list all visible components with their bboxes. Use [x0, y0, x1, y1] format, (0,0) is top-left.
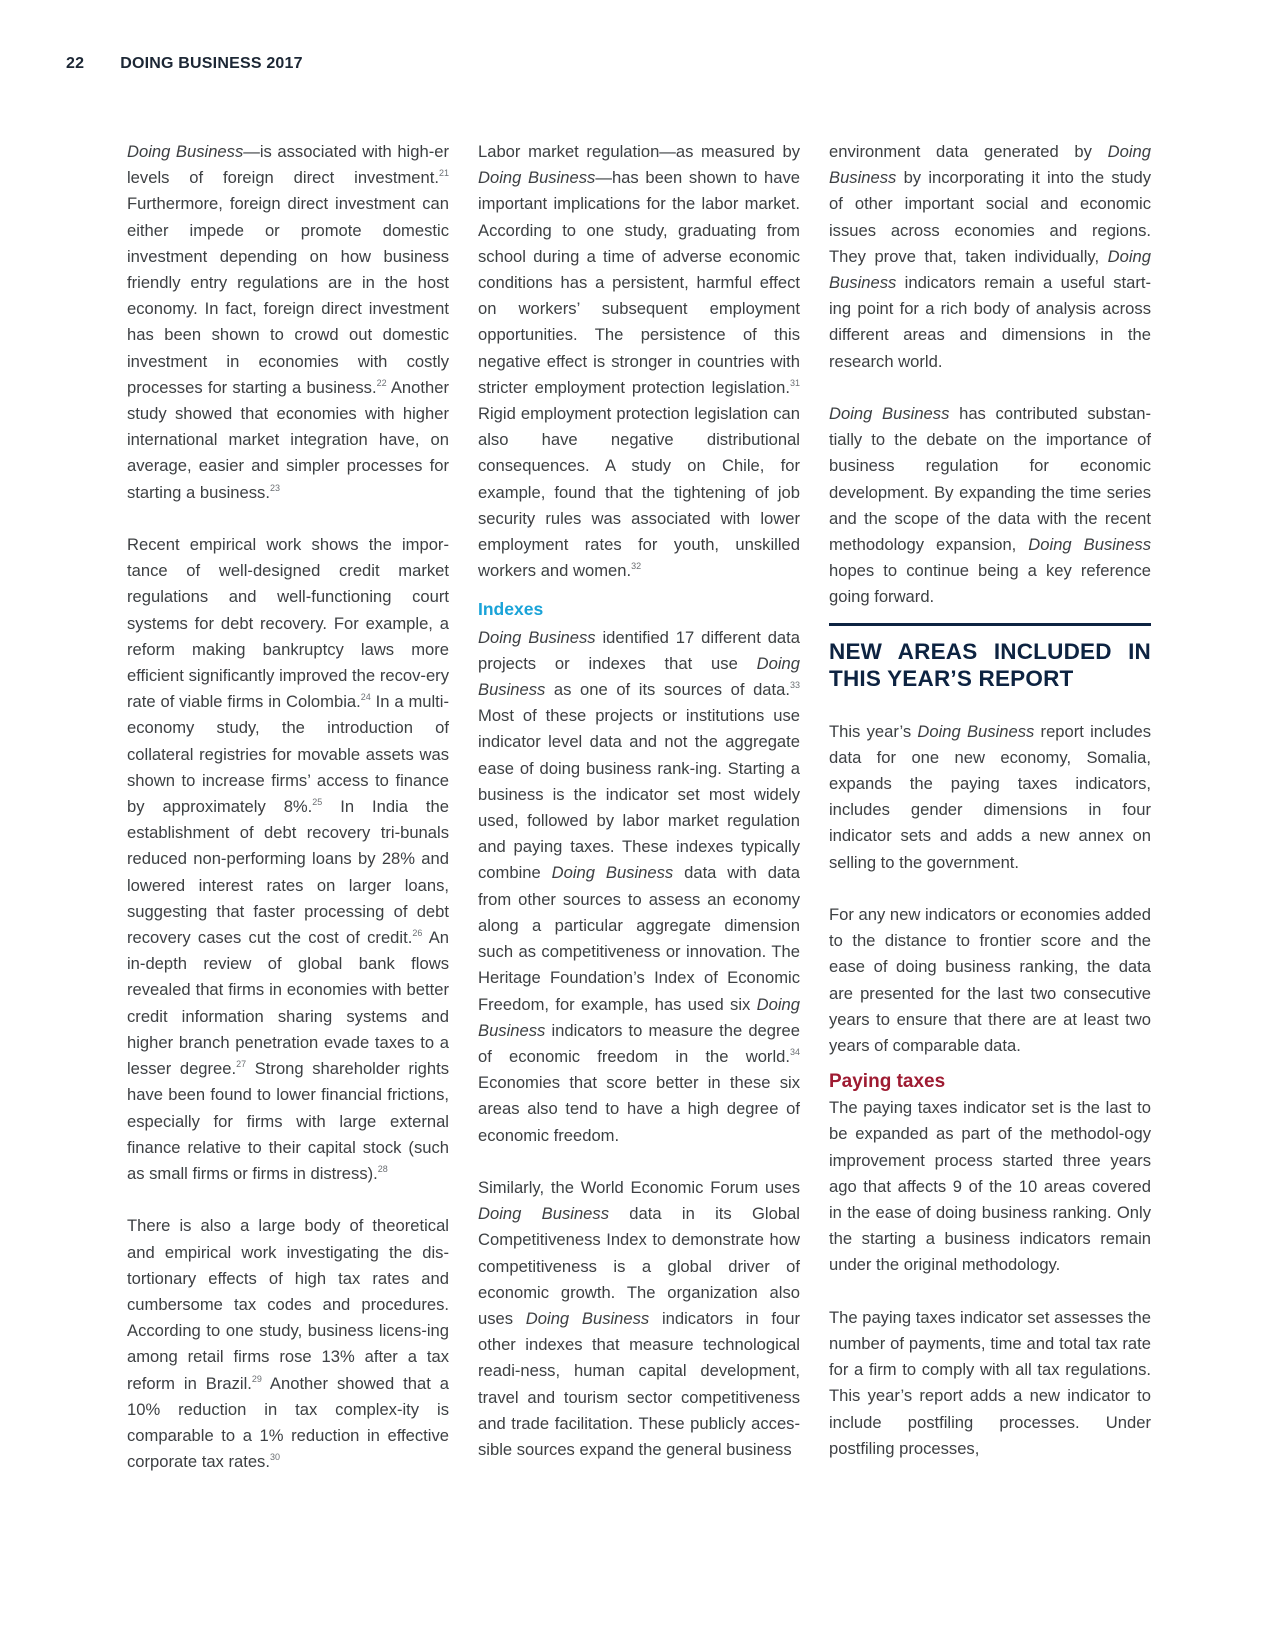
italic-title: Doing Business [551, 863, 674, 883]
italic-title: Doing Business [478, 168, 596, 188]
italic-title: Doing Business [525, 1308, 650, 1328]
footnote-ref: 28 [377, 1163, 388, 1174]
paragraph: Doing Business has contributed substan-tially to the debate on the importance of business regulation for economic development. By expanding the time series and the scope of the data with the recent methodology expansion, Doing Business hopes to continue being a key reference going forward. [829, 404, 1151, 607]
italic-title: Doing Business [829, 404, 950, 424]
paragraph: Doing Business identified 17 different data projects or indexes that use Doing Business as one of its sources of data.$^{33}$ Most of these projects or institutions use indicator level data and not the aggregate ease of doing business rank-ing. Starting a business is the indicator set most widely used, followed by labor market regulation and paying taxes. These indexes typically combine Doing Business data with data from other sources to assess an economy along a particular aggregate dimension such as competitiveness or innovation. The Heritage Foundation’s Index of Economic Freedom, for example, has used six Doing Business indicators to measure the degree of economic freedom in the world.$^{34}$ Economies that score better in these six areas also tend to have a high degree of economic freedom. [478, 627, 800, 1145]
section-heading-new-areas: NEW AREAS INCLUDED IN THIS YEAR’S REPORT [829, 638, 1151, 692]
footnote-ref: 26 [412, 928, 423, 939]
paragraph: Recent empirical work shows the impor-tance of well-designed credit market regulations and well-functioning court systems for debt recovery. For example, a reform making bankruptcy laws more efficient significantly improved the recov-ery rate of viable firms in Colombia.$^{24}$ In a multi-economy study, the introduction of collateral registries for movable assets was shown to increase firms’ access to finance by approximately 8%.$^{25}$ In India the establishment of debt recovery tri-bunals reduced non-performing loans by 28% and lowered interest rates on larger loans, suggesting that faster processing of debt recovery cases cut the cost of credit.$^{26}$ An in-depth review of global bank flows revealed that firms in economies with better credit information sharing systems and higher branch penetration evade taxes to a lesser degree.$^{27}$ Strong shareholder rights have been found to lower financial frictions, especially for firms with large external finance relative to their capital stock (such as small firms or firms in distress).$^{28}$ [127, 535, 450, 1183]
footnote-ref: 25 [312, 797, 323, 808]
paragraph: environment data generated by Doing Business by incorporating it into the study of other important social and economic issues across economies and regions. They prove that, taken individually, Doing Business indicators remain a useful start-ing point for a rich body of analysis across different areas and dimensions in the research world. [829, 142, 1151, 371]
paragraph: Similarly, the World Economic Forum uses Doing Business data in its Global Competitiveness Index to demonstrate how competitiveness is a global driver of economic growth. The organization also uses Doing Business indicators in four other indexes that measure technological readi-ness, human capital development, travel and tourism sector competitiveness and trade facilitation. These publicly acces-sible sources expand the general business [478, 1177, 800, 1459]
paragraph: Labor market regulation—as measured by Doing Business—has been shown to have important implications for the labor market. According to one study, graduating from school during a time of adverse economic conditions has a persistent, harmful effect on workers’ subsequent employment opportunities. The persistence of this negative effect is stronger in countries with stricter employment protection legislation.$^{31}$ Rigid employment protection legislation can also have negative distributional consequences. A study on Chile, for example, found that the tightening of job security rules was associated with lower employment rates for youth, unskilled workers and women.$^{32}$ [478, 142, 800, 581]
italic-title: Doing Business [478, 653, 800, 700]
page-number: 22 [66, 55, 85, 72]
footnote-ref: 31 [789, 377, 800, 388]
footnote-ref: 30 [269, 1452, 280, 1463]
footnote-ref: 21 [438, 168, 449, 179]
column-1 [127, 139, 449, 1475]
subsection-heading-paying-taxes: Paying taxes [829, 1071, 946, 1093]
footnote-ref: 27 [236, 1059, 247, 1070]
italic-title: Doing Business [829, 246, 1151, 293]
running-header [66, 55, 303, 73]
italic-title: Doing Business [478, 627, 596, 647]
paragraph: For any new indicators or economies added to the distance to frontier score and the ease of doing business ranking, the data are presented for the last two consecutive years to ensure that there are at least two years of comparable data. [829, 905, 1151, 1056]
italic-title: Doing Business [1028, 535, 1151, 555]
italic-title: Doing Business [829, 142, 1151, 188]
italic-title: Doing Business [478, 994, 800, 1040]
footnote-ref: 32 [631, 561, 642, 572]
footnote-ref: 29 [251, 1373, 262, 1384]
section-heading-indexes: Indexes [478, 599, 544, 620]
column-2 [478, 139, 800, 1463]
footnote-ref: 24 [360, 692, 371, 703]
paragraph: This year’s Doing Business report includes data for one new economy, Somalia, expands the paying taxes indicators, includes gender dimensions in four indicator sets and adds a new annex on selling to the government. [829, 721, 1151, 872]
italic-title: Doing Business [127, 142, 244, 161]
paragraph: Doing Business—is associated with high-er levels of foreign direct investment.$^{21}$ Furthermore, foreign direct investment can either impede or promote domestic investment depending on how business friendly entry regulations are in the host economy. In fact, foreign direct investment has been shown to crowd out domestic investment in economies with costly processes for starting a business.$^{22}$ Another study showed that economies with higher international market integration have, on average, easier and simpler processes for starting a business.$^{23}$ [127, 142, 449, 502]
footnote-ref: 33 [789, 680, 800, 691]
footnote-ref: 23 [269, 482, 280, 493]
column-3 [829, 139, 1151, 1462]
footnote-ref: 22 [376, 377, 387, 388]
paragraph: There is also a large body of theoretical and empirical work investigating the dis-tortionary effects of high tax rates and cumbersome tax codes and procedures. According to one study, business licens-ing among retail firms rose 13% after a tax reform in Brazil.$^{29}$ Another showed that a 10% reduction in tax complex-ity is comparable to a 1% reduction in effective corporate tax rates.$^{30}$ [127, 1216, 450, 1472]
paragraph: The paying taxes indicator set assesses the number of payments, time and total tax rate for a firm to comply with all tax regulations. This year’s report adds a new indicator to include postfiling processes. Under postfiling processes, [829, 1307, 1151, 1458]
section-divider [829, 623, 1151, 626]
footnote-ref: 34 [789, 1046, 800, 1057]
italic-title: Doing Business [917, 721, 1035, 741]
publication-title: DOING BUSINESS 2017 [120, 55, 303, 72]
paragraph: The paying taxes indicator set is the last to be expanded as part of the methodol-ogy improvement process started three years ago that affects 9 of the 10 areas covered in the ease of doing business ranking. Only the starting a business indicators remain under the original methodology. [829, 1098, 1151, 1275]
italic-title: Doing Business [478, 1204, 609, 1224]
